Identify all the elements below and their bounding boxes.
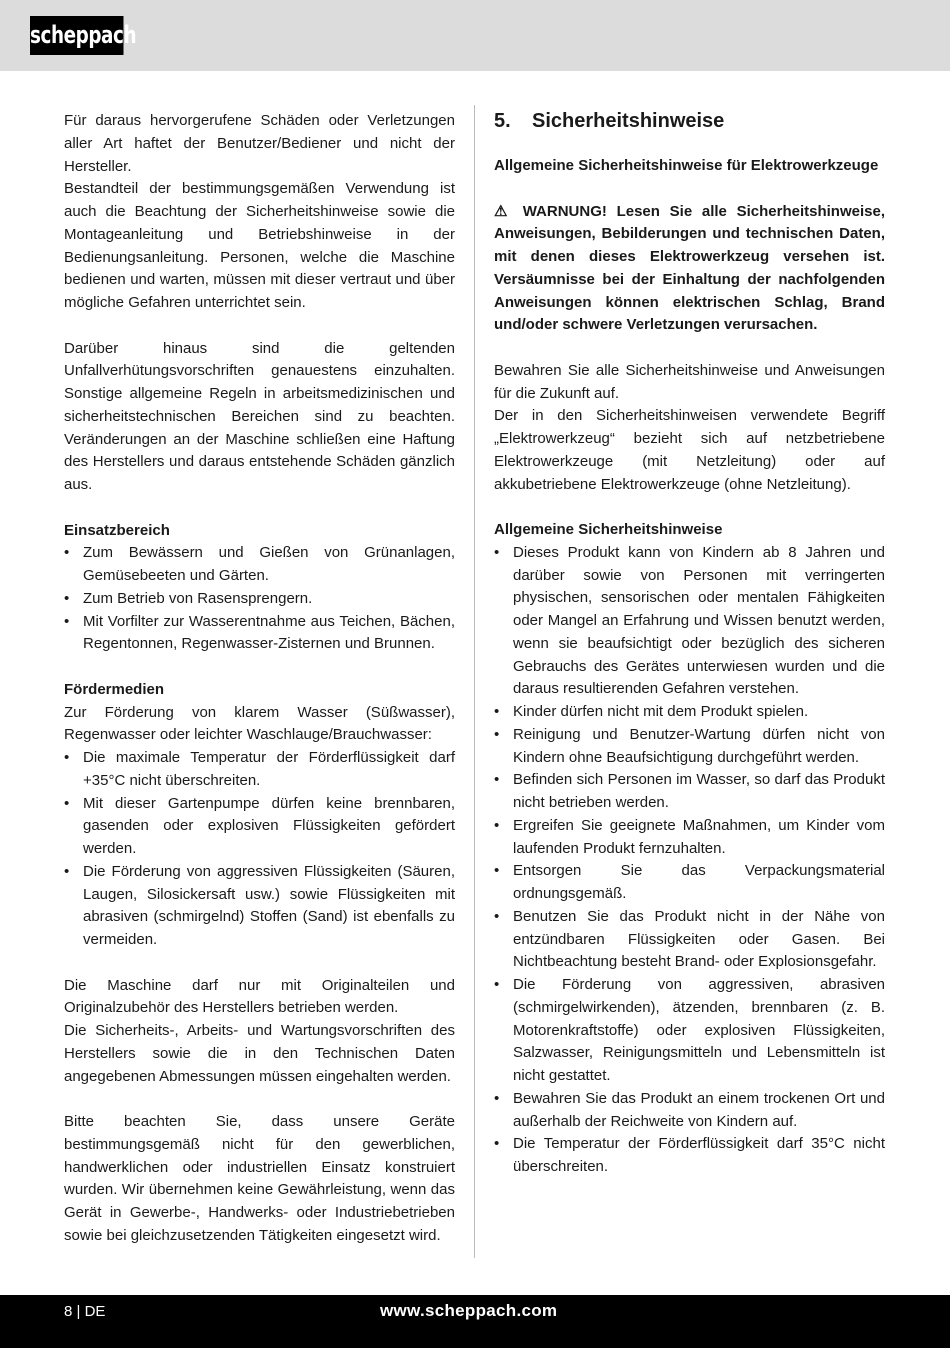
section-number: 5.	[494, 110, 511, 132]
list-item: • Befinden sich Personen im Wasser, so darf das Produkt nicht betrieben werden.	[494, 769, 885, 815]
paragraph: Die Maschine darf nur mit Originalteilen und Originalzubehör des Herstellers betrieben werden.	[64, 976, 455, 1017]
list-item: • Reinigung und Benutzer-Wartung dürfen nicht von Kindern ohne Beaufsichtigung durchgeführt werden.	[494, 724, 885, 770]
paragraph-block	[64, 110, 455, 315]
paragraph: Darüber hinaus sind die geltenden Unfallverhütungsvorschriften genauestens einzuhalten. Sonstige allgemeine Regeln in arbeitsmedizinischen und sicherheitstechnischen Bereichen sind zu beachten. Veränderungen an der Maschine schließen eine Haftung des Herstellers und daraus entstehende Schäden gänzlich aus.	[64, 339, 455, 493]
bullet-list	[494, 542, 885, 1179]
website-link[interactable]: www.scheppach.com	[380, 1301, 558, 1320]
list-item: • Die maximale Temperatur der Förderflüssigkeit darf +35°C nicht überschreiten.	[64, 747, 455, 793]
left-column	[64, 110, 455, 1270]
bulleted-section	[64, 679, 455, 952]
section-title-text: Sicherheitshinweise	[532, 110, 725, 132]
page-footer	[0, 1295, 950, 1348]
paragraph-block	[494, 155, 885, 178]
bullet-list	[64, 542, 455, 656]
list-item: • Benutzen Sie das Produkt nicht in der Nähe von entzündbaren Flüssigkeiten oder Gasen. Bei Nichtbeachtung besteht Brand- oder Explosionsgefahr.	[494, 906, 885, 974]
paragraph-block	[64, 1111, 455, 1248]
list-item: • Dieses Produkt kann von Kindern ab 8 Jahren und darüber sowie von Personen mit verringerten physischen, sensorischen oder mentalen Fähigkeiten oder Mangel an Erfahrung und Wissen benutzt werden, wenn sie beaufsichtigt oder bezüglich des sicheren Gebrauchs des Gerätes unterwiesen wurden und die daraus resultierenden Gefahren verstehen.	[494, 542, 885, 701]
list-item: • Die Förderung von aggressiven Flüssigkeiten (Säuren, Laugen, Silosickersaft usw.) sowie Flüssigkeiten mit abrasiven (schmirgelnd) Stoffen (Sand) ist ebenfalls zu vermeiden.	[64, 861, 455, 952]
list-heading: Fördermedien	[64, 680, 165, 698]
list-item: • Bewahren Sie das Produkt an einem trockenen Ort und außerhalb der Reichweite von Kindern auf.	[494, 1088, 885, 1134]
list-item: • Die Förderung von aggressiven, abrasiven (schmirgelwirkenden), ätzenden, brennbaren (z. B. Motorenkraftstoffe) oder explosiven Flüssigkeiten, Salzwasser, Reinigungsmitteln und Lebensmitteln ist nicht gestattet.	[494, 974, 885, 1088]
scheppach-logo: scheppach	[30, 16, 124, 55]
paragraph-block	[64, 338, 455, 497]
list-item: • Mit Vorfilter zur Wasserentnahme aus Teichen, Bächen, Regentonnen, Regenwasser-Zisternen und Brunnen.	[64, 611, 455, 657]
list-item: • Die Temperatur der Förderflüssigkeit darf 35°C nicht überschreiten.	[494, 1133, 885, 1179]
bulleted-section	[64, 520, 455, 657]
paragraph: Der in den Sicherheitshinweisen verwendete Begriff „Elektrowerkzeug“ bezieht sich auf netzbetriebene Elektrowerkzeuge (mit Netzleitung) oder auf akkubetriebene Elektrowerkzeuge (ohne Netzleitung).	[494, 407, 885, 493]
column-divider	[474, 105, 475, 1258]
paragraph-block	[64, 975, 455, 1089]
paragraph: Bewahren Sie alle Sicherheitshinweise und Anweisungen für die Zukunft auf.	[494, 361, 885, 402]
right-column	[494, 110, 885, 1202]
subheading: Allgemeine Sicherheitshinweise für Elektrowerkzeuge	[494, 157, 879, 174]
list-item: • Zum Betrieb von Rasensprengern.	[64, 588, 455, 611]
list-item: • Entsorgen Sie das Verpackungsmaterial ordnungsgemäß.	[494, 860, 885, 906]
paragraph: Die Sicherheits-, Arbeits- und Wartungsvorschriften des Herstellers sowie die in den Technischen Daten angegebenen Abmessungen müssen eingehalten werden.	[64, 1022, 455, 1085]
page-number: 8 | DE	[64, 1303, 106, 1320]
page-header	[0, 0, 950, 71]
bullet-list	[64, 747, 455, 952]
list-item: • Kinder dürfen nicht mit dem Produkt spielen.	[494, 701, 885, 724]
warning-text: ⚠ WARNUNG! Lesen Sie alle Sicherheitshinweise, Anweisungen, Bebilderungen und technischen Daten, mit denen dieses Elektrowerkzeug versehen ist. Versäumnisse bei der Einhaltung der nachfolgenden Anweisungen können elektrischen Schlag, Brand und/oder schwere Verletzungen verursachen.	[494, 202, 885, 334]
list-heading: Allgemeine Sicherheitshinweise	[494, 521, 723, 538]
bulleted-section	[494, 519, 885, 1179]
paragraph: Bitte beachten Sie, dass unsere Geräte bestimmungsgemäß nicht für den gewerblichen, handwerklichen oder industriellen Einsatz konstruiert wurden. Wir übernehmen keine Gewährleistung, wenn das Gerät in Gewerbe-, Handwerks- oder Industriebetrieben sowie bei gleichzusetzenden Tätigkeiten eingesetzt wird.	[64, 1113, 455, 1244]
list-item: • Mit dieser Gartenpumpe dürfen keine brennbaren, gasenden oder explosiven Flüssigkeiten gefördert werden.	[64, 793, 455, 861]
list-item: • Zum Bewässern und Gießen von Grünanlagen, Gemüsebeeten und Gärten.	[64, 542, 455, 588]
paragraph: Für daraus hervorgerufene Schäden oder Verletzungen aller Art haftet der Benutzer/Bediener und nicht der Hersteller.	[64, 112, 455, 175]
list-heading: Einsatzbereich	[64, 521, 170, 539]
paragraph-block	[494, 201, 885, 338]
section-title	[494, 110, 885, 132]
list-intro: Zur Förderung von klarem Wasser (Süßwasser), Regenwasser oder leichter Waschlauge/Brauchwasser:	[64, 703, 455, 744]
paragraph-block	[494, 360, 885, 497]
paragraph: Bestandteil der bestimmungsgemäßen Verwendung ist auch die Beachtung der Sicherheitshinweise sowie die Montageanleitung und Betriebshinweise in der Bedienungsanleitung. Personen, welche die Maschine bedienen und warten, müssen mit dieser vertraut und über mögliche Gefahren unterrichtet sein.	[64, 180, 455, 311]
list-item: • Ergreifen Sie geeignete Maßnahmen, um Kinder vom laufenden Produkt fernzuhalten.	[494, 815, 885, 861]
